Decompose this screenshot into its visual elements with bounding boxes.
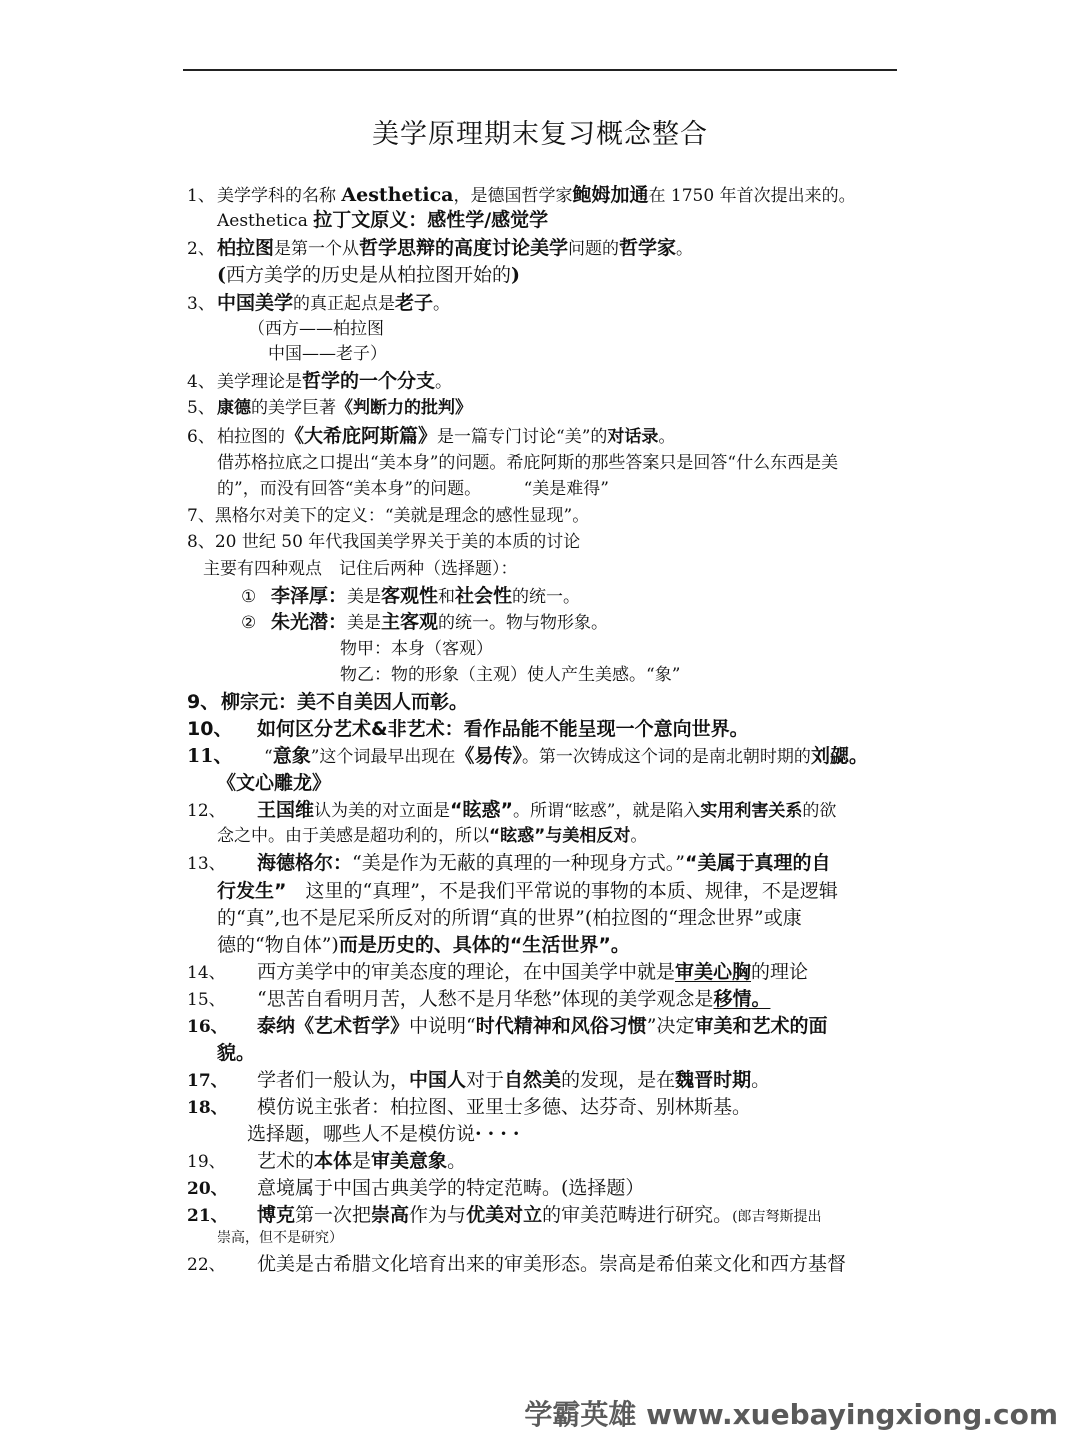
item-1 — [187, 183, 856, 208]
item-text: 学者们一般认为， — [257, 1069, 410, 1091]
item-text: 美学学科的名称 — [217, 186, 342, 206]
item-13-line-2 — [217, 879, 838, 903]
item-bold: 意象 — [272, 745, 311, 767]
item-bold: 审美心胸 — [675, 961, 752, 983]
item-bold: 客观性 — [381, 585, 439, 607]
item-bold: 康德 — [217, 398, 251, 418]
item-bold: 鲍姆加通 — [572, 184, 649, 206]
item-text: 西方美学的历史是从柏拉图开始的 — [226, 264, 512, 286]
item-text: 20 世纪 50 年代我国美学界关于美的本质的讨论 — [214, 532, 581, 552]
item-bold: ( — [217, 264, 226, 286]
item-text: 黑格尔对美下的定义：“美就是理念的感性显现”。 — [214, 506, 590, 526]
item-2 — [187, 236, 693, 261]
item-number: 15、 — [187, 990, 226, 1010]
item-number: 16、 — [187, 1017, 228, 1037]
item-text: “美是作为无蔽的真理的一种现身方式。” — [352, 852, 685, 874]
item-text: 。 — [751, 1069, 771, 1091]
item-17 — [187, 1068, 770, 1093]
item-number: 10、 — [187, 718, 233, 740]
item-text: ，是德国哲学家 — [453, 186, 573, 206]
item-3 — [187, 291, 450, 316]
item-bold: 如何区分艺术&非艺术：看作品能不能呈现一个意向世界。 — [257, 718, 749, 740]
item-number: 12、 — [187, 801, 226, 821]
item-text: 。所谓“眩惑”，就是陷入 — [513, 801, 701, 821]
item-8-li-1 — [241, 584, 580, 609]
item-16-line-2: 貌。 — [217, 1042, 256, 1064]
item-bold: 哲学的一个分支 — [302, 370, 436, 392]
item-text: 。 — [676, 239, 694, 259]
item-10 — [187, 717, 749, 741]
item-text: 的理论 — [751, 961, 809, 983]
item-text: 念之中。由于美感是超功利的，所以 — [217, 826, 489, 846]
item-4 — [187, 369, 452, 394]
item-11 — [187, 744, 868, 769]
page-title: 美学原理期末复习概念整合 — [372, 119, 708, 150]
item-bold: “眩惑”与美相反对 — [489, 826, 631, 846]
item-text: 认为美的对立面是 — [314, 801, 451, 821]
item-number: 9、 — [187, 691, 220, 713]
item-number: ② — [241, 613, 257, 633]
item-bold: 哲学家 — [619, 237, 677, 259]
item-8 — [187, 530, 580, 554]
item-number: 1、 — [187, 186, 215, 206]
item-text: 是第一个从 — [274, 239, 360, 259]
item-text: “思苦自看明月苦，人愁不是月华愁”体现的美学观念是 — [257, 988, 714, 1010]
item-bold: 而是历史的、具体的“生活世界” — [338, 934, 611, 956]
item-number: 5、 — [187, 398, 215, 418]
item-14 — [187, 960, 808, 985]
item-text: 德的“物自体”) — [217, 934, 339, 956]
item-text: 这里的“真理”，不是我们平常说的事物的本质、规律，不是逻辑 — [286, 880, 838, 902]
item-text: 意境属于中国古典美学的特定范畴。(选择题） — [257, 1177, 645, 1199]
item-text: 优美是古希腊文化培育出来的审美形态。崇高是希伯莱文化和西方基督 — [257, 1253, 847, 1275]
item-text: 。 — [848, 745, 868, 767]
item-8-line-5: 物甲：本身（客观） — [340, 639, 493, 659]
item-21-line-2: 崇高，但不是研究） — [217, 1230, 343, 1246]
item-number: 3、 — [187, 294, 215, 314]
item-text: ”决定 — [646, 1015, 695, 1037]
item-text: 作为与 — [409, 1204, 467, 1226]
item-bold: 《大希庇阿斯篇》 — [285, 425, 438, 447]
item-bold: 李泽厚： — [271, 585, 348, 607]
item-12 — [187, 798, 836, 823]
item-bold: 《判断力的批判》 — [336, 398, 472, 418]
item-text: 选择题，哪些人不是模仿说 — [247, 1123, 476, 1145]
item-text: 问题的 — [568, 239, 620, 259]
item-bold: 优美对立 — [466, 1204, 543, 1226]
item-bold: 王国维 — [257, 799, 315, 821]
item-number: 18、 — [187, 1098, 228, 1118]
item-text: 和 — [438, 587, 456, 607]
item-text: 第一次把 — [295, 1204, 372, 1226]
item-bold: “眩惑” — [450, 799, 513, 821]
item-19 — [187, 1149, 466, 1174]
item-bold: 柏拉图 — [217, 237, 275, 259]
item-bold: 泰纳 — [257, 1015, 296, 1037]
item-3-line-3: 中国——老子） — [268, 344, 387, 364]
item-text: 的真正起点是 — [293, 294, 396, 314]
item-text: 艺术的 — [257, 1150, 315, 1172]
item-text: 的欲 — [802, 801, 837, 821]
item-text: 西方美学中的审美态度的理论，在中国美学中就是 — [257, 961, 676, 983]
item-text: “ — [264, 747, 273, 767]
item-number: 2、 — [187, 239, 215, 259]
item-7 — [187, 504, 589, 528]
item-15 — [187, 987, 770, 1012]
item-text: 的审美范畴进行研究。 — [542, 1204, 733, 1226]
item-text: 美学理论是 — [217, 372, 302, 392]
item-1-line-2 — [217, 208, 548, 233]
item-number: 17、 — [187, 1071, 228, 1091]
item-text: (郎吉弩斯提出 — [732, 1209, 822, 1225]
item-16 — [187, 1014, 828, 1039]
item-bold: 对话录 — [607, 427, 659, 447]
item-bold: 老子 — [395, 292, 434, 314]
item-bold: ) — [511, 264, 521, 286]
item-13-line-4 — [217, 933, 630, 957]
item-number: 7、 — [187, 506, 215, 526]
item-text: 美是 — [347, 587, 382, 607]
item-text: 是一篇专门讨论“美”的 — [437, 427, 608, 447]
item-11-line-2: 《文心雕龙》 — [217, 772, 332, 794]
item-number: 8、 — [187, 532, 215, 552]
item-bold: 《易传》 — [455, 745, 522, 767]
item-5 — [187, 396, 472, 420]
item-8-li-2 — [241, 610, 608, 635]
item-text: 。 — [658, 427, 676, 447]
item-text: 美是 — [347, 613, 382, 633]
item-bold: 《艺术哲学》 — [295, 1015, 410, 1037]
item-bold: 自然美 — [504, 1069, 562, 1091]
item-bold: 行发生” — [217, 880, 287, 902]
item-text: 柏拉图的 — [217, 427, 285, 447]
item-number: 20、 — [187, 1179, 228, 1199]
item-text: 的统一。 — [512, 587, 581, 607]
header-rule — [183, 69, 897, 71]
item-text: 。 — [630, 826, 648, 846]
item-text: 是 — [352, 1150, 372, 1172]
item-bold: 朱光潜： — [271, 611, 348, 633]
item-text: 。第一次铸成这个词的是南北朝时期的 — [521, 747, 811, 767]
item-bold: 中国人 — [409, 1069, 467, 1091]
item-bold: 魏晋时期 — [675, 1069, 752, 1091]
item-8-line-6: 物乙：物的形象（主观）使人产生美感。“象” — [340, 665, 681, 685]
item-bold: “美属于真理的自 — [684, 852, 831, 874]
item-bold: 审美意象 — [371, 1150, 448, 1172]
item-text: 。 — [447, 1150, 467, 1172]
item-bold: 柳宗元：美不自美因人而彰。 — [221, 691, 469, 713]
item-text: Aesthetica — [217, 211, 314, 231]
item-number: 6、 — [187, 427, 215, 447]
item-number: ① — [241, 587, 257, 607]
item-text: 。 — [433, 294, 451, 314]
item-number: 11、 — [187, 745, 233, 767]
item-text: 中说明“ — [409, 1015, 476, 1037]
item-bold: 崇高 — [371, 1204, 410, 1226]
item-number: 22、 — [187, 1255, 226, 1275]
item-text: 的美学巨著 — [251, 398, 336, 418]
item-text: 。 — [435, 372, 453, 392]
item-bold: 社会性 — [455, 585, 513, 607]
item-22 — [187, 1252, 846, 1277]
item-bold: 博克 — [257, 1204, 296, 1226]
item-text: 。 — [610, 934, 630, 956]
item-bold: 拉丁文原义：感性学/感觉学 — [313, 209, 549, 231]
item-bold: 移情。 — [713, 988, 771, 1010]
item-8-line-2: 主要有四种观点 记住后两种（选择题）： — [203, 559, 518, 579]
item-text: 在 1750 年首次提出来的。 — [648, 186, 856, 206]
item-number: 13、 — [187, 854, 226, 874]
item-bold: 时代精神和风俗习惯 — [475, 1015, 647, 1037]
item-number: 4、 — [187, 372, 215, 392]
item-3-line-2: （西方——柏拉图 — [248, 319, 384, 339]
watermark-footer: 学霸英雄 www.xuebayingxiong.com — [524, 1398, 1058, 1431]
item-bold: 哲学思辩的高度讨论美学 — [359, 237, 569, 259]
item-6-line-3: 的”，而没有回答“美本身”的问题。 “美是难得” — [217, 479, 609, 499]
item-13-line-3: 的“真”,也不是尼采所反对的所谓“真的世界”(柏拉图的“理念世界”或康 — [217, 907, 802, 929]
item-2-line-2 — [217, 263, 520, 287]
item-bold: 海德格尔： — [257, 852, 353, 874]
item-number: 21、 — [187, 1206, 228, 1226]
item-text: 模仿说主张者：柏拉图、亚里士多德、达芬奇、别林斯基。 — [257, 1096, 752, 1118]
item-bold: Aesthetica — [341, 184, 454, 206]
item-number: 19、 — [187, 1152, 226, 1172]
item-18 — [187, 1095, 751, 1120]
item-number: 14、 — [187, 963, 226, 983]
item-6-line-2: 借苏格拉底之口提出“美本身”的问题。希庇阿斯的那些答案只是回答“什么东西是美 — [217, 453, 839, 473]
item-bold: 审美和艺术的面 — [694, 1015, 828, 1037]
item-text: 的统一。物与物形象。 — [438, 613, 609, 633]
item-text: ”这个词最早出现在 — [310, 747, 456, 767]
item-bold: ···· — [475, 1123, 526, 1145]
item-18-line-2 — [247, 1122, 525, 1146]
item-bold: 实用利害关系 — [700, 801, 803, 821]
item-bold: 刘勰 — [810, 745, 849, 767]
item-9 — [187, 690, 468, 714]
item-20 — [187, 1176, 644, 1201]
item-text: 对于 — [466, 1069, 505, 1091]
item-12-line-2 — [217, 824, 647, 848]
item-6 — [187, 424, 675, 449]
item-bold: 主客观 — [381, 611, 439, 633]
item-bold: 本体 — [314, 1150, 353, 1172]
item-13 — [187, 851, 830, 876]
item-bold: 中国美学 — [217, 292, 294, 314]
item-text: 的发现，是在 — [561, 1069, 676, 1091]
